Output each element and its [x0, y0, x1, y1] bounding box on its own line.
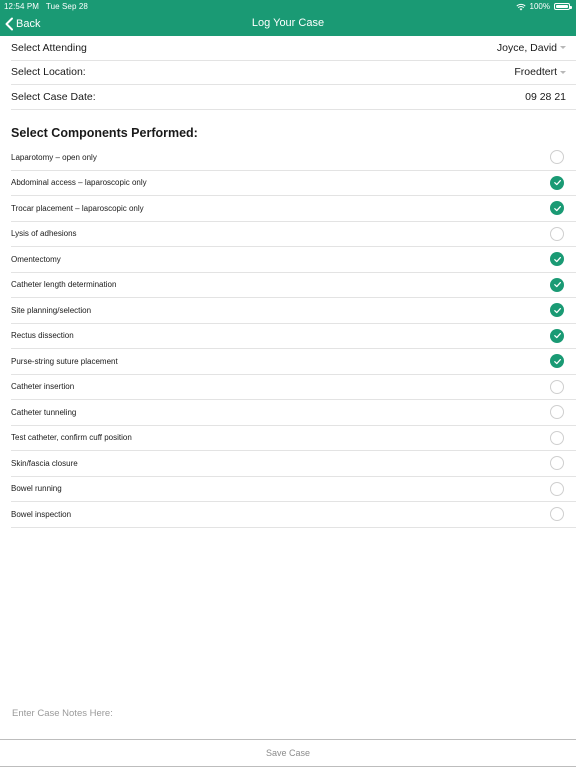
field-label: Select Case Date:: [11, 90, 96, 103]
component-label: Laparotomy – open only: [11, 152, 97, 162]
case-date-selector[interactable]: [11, 85, 576, 110]
component-label: Catheter tunneling: [11, 407, 77, 417]
component-row[interactable]: [11, 349, 576, 375]
component-label: Catheter length determination: [11, 280, 117, 290]
component-label: Abdominal access – laparoscopic only: [11, 178, 147, 188]
component-label: Bowel inspection: [11, 509, 72, 519]
case-date-value: 09 28 21: [525, 90, 566, 103]
component-label: Catheter insertion: [11, 382, 75, 392]
field-value[interactable]: [525, 91, 566, 103]
dropdown-caret-icon: [560, 71, 566, 74]
component-label: Rectus dissection: [11, 331, 74, 341]
empty-circle-icon[interactable]: [550, 150, 564, 164]
component-label: Purse-string suture placement: [11, 356, 118, 366]
component-row[interactable]: [11, 171, 576, 197]
location-selector[interactable]: [11, 61, 576, 86]
attending-selector[interactable]: [11, 36, 576, 61]
field-value[interactable]: [497, 42, 566, 54]
status-clock: 12:54 PM: [4, 2, 40, 11]
case-fields: [11, 36, 576, 110]
save-case-button[interactable]: Save Case: [265, 748, 311, 758]
component-row[interactable]: [11, 222, 576, 248]
empty-circle-icon[interactable]: [550, 405, 564, 419]
component-row[interactable]: [11, 145, 576, 171]
checkmark-circle-icon[interactable]: [550, 252, 564, 266]
empty-circle-icon[interactable]: [550, 456, 564, 470]
empty-circle-icon[interactable]: [550, 227, 564, 241]
section-title: Select Components Performed:: [11, 126, 198, 140]
field-label: Select Location:: [11, 66, 86, 79]
dropdown-caret-icon: [560, 46, 566, 49]
checkmark-circle-icon[interactable]: [550, 176, 564, 190]
save-bar: [0, 739, 576, 767]
component-label: Site planning/selection: [11, 305, 92, 315]
component-label: Test catheter, confirm cuff position: [11, 433, 132, 443]
component-label: Skin/fascia closure: [11, 458, 78, 468]
attending-value: Joyce, David: [496, 41, 557, 54]
battery-icon: [554, 3, 570, 10]
checkmark-circle-icon[interactable]: [550, 201, 564, 215]
component-row[interactable]: [11, 477, 576, 503]
checkmark-circle-icon[interactable]: [550, 354, 564, 368]
field-label: Select Attending: [11, 41, 87, 54]
component-row[interactable]: [11, 324, 576, 350]
component-label: Bowel running: [11, 484, 62, 494]
component-row[interactable]: [11, 196, 576, 222]
location-value: Froedtert: [514, 66, 557, 79]
component-label: Lysis of adhesions: [11, 229, 77, 239]
page-title: Log Your Case: [251, 17, 325, 29]
status-date: Tue Sep 28: [45, 2, 88, 11]
wifi-icon: [516, 3, 526, 11]
components-list: [11, 145, 576, 528]
component-row[interactable]: [11, 247, 576, 273]
component-row[interactable]: [11, 273, 576, 299]
component-row[interactable]: [11, 502, 576, 528]
header-bar: [0, 0, 576, 36]
component-row[interactable]: [11, 451, 576, 477]
status-time: [4, 2, 88, 11]
empty-circle-icon[interactable]: [550, 431, 564, 445]
checkmark-circle-icon[interactable]: [550, 329, 564, 343]
component-label: Trocar placement – laparoscopic only: [11, 203, 144, 213]
status-indicators: [516, 2, 570, 11]
component-row[interactable]: [11, 298, 576, 324]
empty-circle-icon[interactable]: [550, 380, 564, 394]
component-row[interactable]: [11, 400, 576, 426]
empty-circle-icon[interactable]: [550, 482, 564, 496]
case-notes-input[interactable]: Enter Case Notes Here:: [12, 708, 113, 719]
field-value[interactable]: [514, 66, 566, 78]
component-row[interactable]: [11, 426, 576, 452]
empty-circle-icon[interactable]: [550, 507, 564, 521]
checkmark-circle-icon[interactable]: [550, 303, 564, 317]
back-label: Back: [16, 18, 41, 30]
battery-percent: 100%: [529, 2, 550, 11]
component-label: Omentectomy: [11, 254, 61, 264]
component-row[interactable]: [11, 375, 576, 401]
checkmark-circle-icon[interactable]: [550, 278, 564, 292]
